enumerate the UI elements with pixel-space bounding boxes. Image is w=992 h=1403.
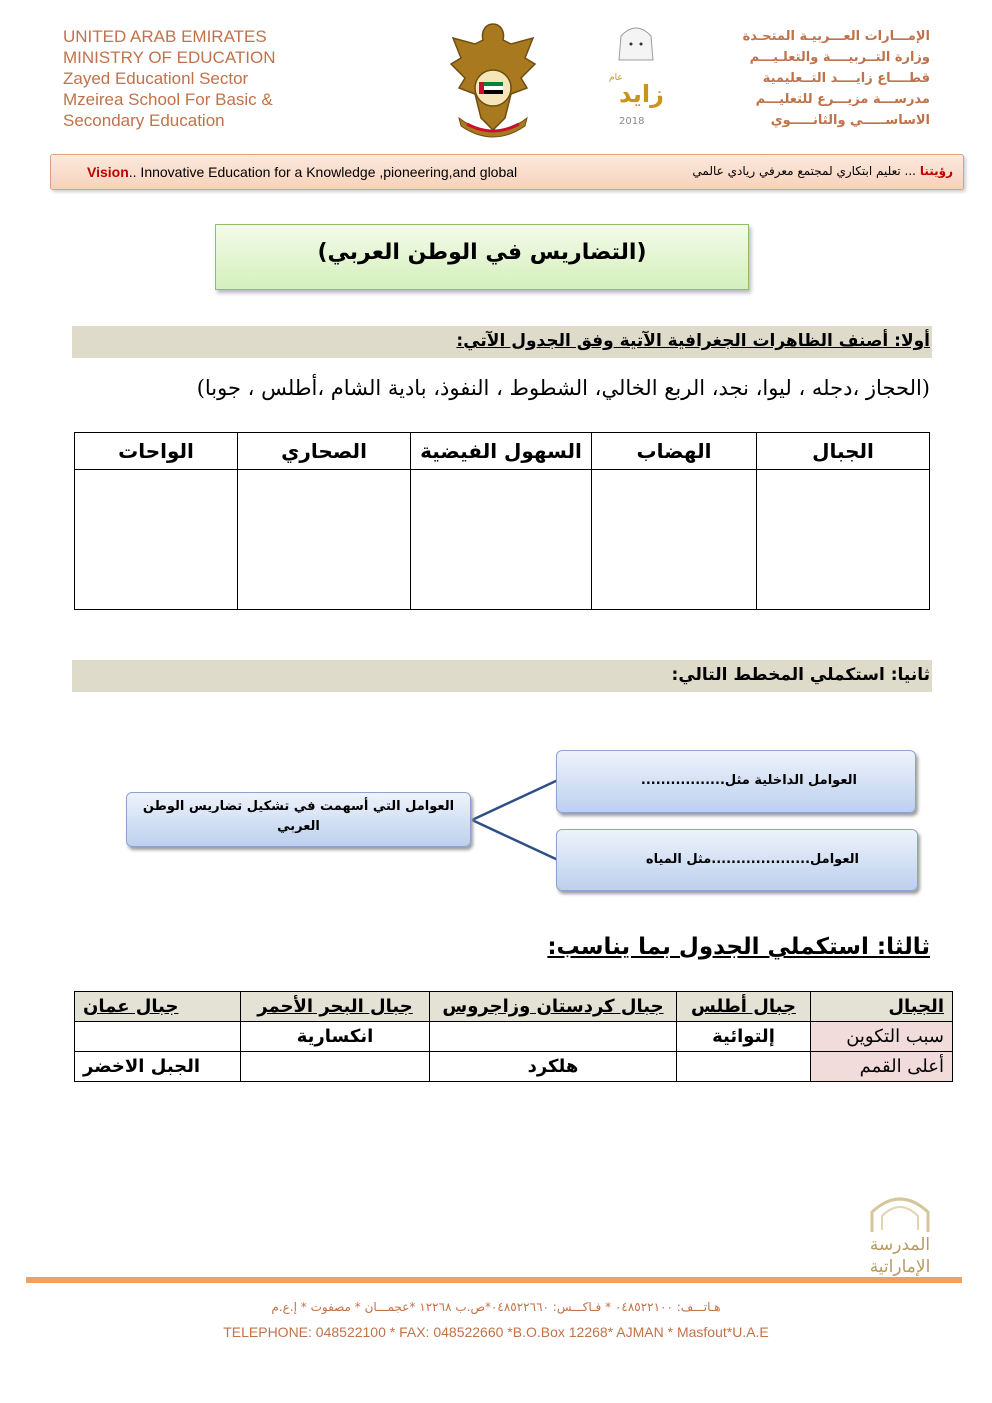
mountains-cell: إلتوائية: [677, 1022, 811, 1052]
connector-line-top: [472, 780, 558, 820]
header-ar-line: وزارة التــربيــــة والتعلـيـــم: [749, 50, 930, 65]
worksheet-title-box: [215, 224, 749, 290]
header-ar-line: الاساســـــي والثانـــــوي: [770, 113, 930, 128]
uae-emblem-icon: [445, 18, 541, 142]
section3-heading: ثالثا: استكملي الجدول بما يناسب:: [547, 934, 930, 960]
diagram-branch-external[interactable]: [556, 829, 918, 891]
logo-line2: الإماراتية: [869, 1257, 931, 1277]
table-header-row: [75, 433, 930, 470]
mountains-header-cell: جبال البحر الأحمر: [241, 992, 430, 1022]
mountains-cell[interactable]: [430, 1022, 677, 1052]
section1-word-list: (الحجاز ،دجله ، ليوا، نجد، الربع الخالي، الشطوط ، النفوذ، بادية الشام ،أطلس ، جوبا): [196, 376, 930, 400]
table-header-cell: الهضاب: [592, 433, 757, 470]
header-en-line: UNITED ARAB EMIRATES: [63, 27, 267, 46]
mountains-header-row: [75, 992, 953, 1022]
vision-ar-label: رؤيتنا: [919, 164, 953, 178]
mountains-row-peaks: [75, 1052, 953, 1082]
section2-bar: [72, 660, 932, 692]
row-header-cell: أعلى القمم: [811, 1052, 953, 1082]
mountains-cell[interactable]: [75, 1022, 241, 1052]
header-english-block: [63, 26, 363, 131]
emirati-school-logo: [852, 1188, 948, 1278]
table-header-cell: السهول الفيضية: [411, 433, 592, 470]
section1-bar: [72, 326, 932, 358]
vision-arabic: [692, 164, 953, 178]
mountains-header-cell: جبال عمان: [75, 992, 241, 1022]
header-en-line: Zayed Educationl Sector: [63, 69, 249, 88]
vision-en-label: Vision: [87, 164, 129, 180]
zayed-year: 2018: [619, 116, 645, 127]
row-header-cell: سبب التكوين: [811, 1022, 953, 1052]
zayed-year-label: عام: [609, 73, 623, 83]
header-ar-line: الإمـــارات العـــربيـة المتحـدة: [742, 29, 930, 44]
mountains-cell: انكسارية: [241, 1022, 430, 1052]
branch-external-text: العوامل....................مثل المياه: [645, 852, 859, 867]
table-header-cell: الصحاري: [238, 433, 411, 470]
section1-heading: أولا: أصنف الظاهرات الجغرافية الآتية وفق الجدول الآتي:: [456, 331, 930, 351]
zayed-name: زايد: [619, 80, 664, 108]
branch-internal-text: العوامل الداخلية مثل.................: [640, 773, 857, 788]
header-en-line: MINISTRY OF EDUCATION: [63, 48, 276, 67]
diagram-main-node: [126, 792, 471, 847]
header-ar-line: قطــــاع زايــــد التــعليمية: [762, 71, 930, 86]
mountains-header-cell: جبال أطلس: [677, 992, 811, 1022]
diagram-branch-internal[interactable]: [556, 750, 916, 813]
worksheet-title: (التضاريس في الوطن العربي): [317, 240, 647, 265]
answer-cell[interactable]: [75, 470, 238, 610]
vision-english: [87, 164, 517, 180]
main-node-text: العوامل التي أسهمت في تشكيل تضاريس الوطن العربي: [142, 799, 455, 834]
section2-heading: ثانيا: استكملي المخطط التالي:: [671, 665, 930, 685]
footer-divider: [26, 1277, 962, 1283]
logo-line1: المدرسة: [869, 1235, 931, 1255]
table-answer-row: [75, 470, 930, 610]
footer-arabic: هـاتـــف: ٠٤٨٥٢٢١٠٠ * فـاكـــس: ٠٤٨٥٢٢٦٦٠*ص.ب ١٢٢٦٨ *عجمـــان * مصفوت * إ.ع.م: [271, 1300, 721, 1314]
header-arabic-block: [670, 26, 930, 131]
zayed-year-logo: [605, 22, 667, 130]
answer-cell[interactable]: [238, 470, 411, 610]
vision-ar-text: ... تعليم ابتكاري لمجتمع معرفي ريادي عالمي: [692, 164, 920, 178]
mountains-cell[interactable]: [241, 1052, 430, 1082]
diagram-connector-lines: [460, 770, 570, 870]
connector-line-bottom: [472, 820, 558, 860]
mountains-row-formation: [75, 1022, 953, 1052]
mountains-cell[interactable]: [677, 1052, 811, 1082]
table-header-cell: الواحات: [75, 433, 238, 470]
mountains-header-cell: الجبال: [811, 992, 953, 1022]
header-ar-line: مدرســـة مزيـــرع للتعليـــم: [755, 92, 930, 107]
answer-cell[interactable]: [757, 470, 930, 610]
vision-en-text: .. Innovative Education for a Knowledge ,pioneering,and global: [128, 164, 518, 180]
mountains-table: [74, 991, 953, 1082]
answer-cell[interactable]: [592, 470, 757, 610]
mountains-cell: هلكرد: [430, 1052, 677, 1082]
mountains-header-cell: جبال كردستان وزاجروس: [430, 992, 677, 1022]
classification-table: [74, 432, 930, 610]
footer-english: TELEPHONE: 048522100 * FAX: 048522660 *B.O.Box 12268* AJMAN * Masfout*U.A.E: [223, 1324, 769, 1340]
header-en-line: Secondary Education: [63, 111, 225, 130]
header-en-line: Mzeirea School For Basic &: [63, 90, 273, 109]
mountains-cell: الجبل الاخضر: [75, 1052, 241, 1082]
vision-banner: [50, 154, 964, 190]
answer-cell[interactable]: [411, 470, 592, 610]
table-header-cell: الجبال: [757, 433, 930, 470]
